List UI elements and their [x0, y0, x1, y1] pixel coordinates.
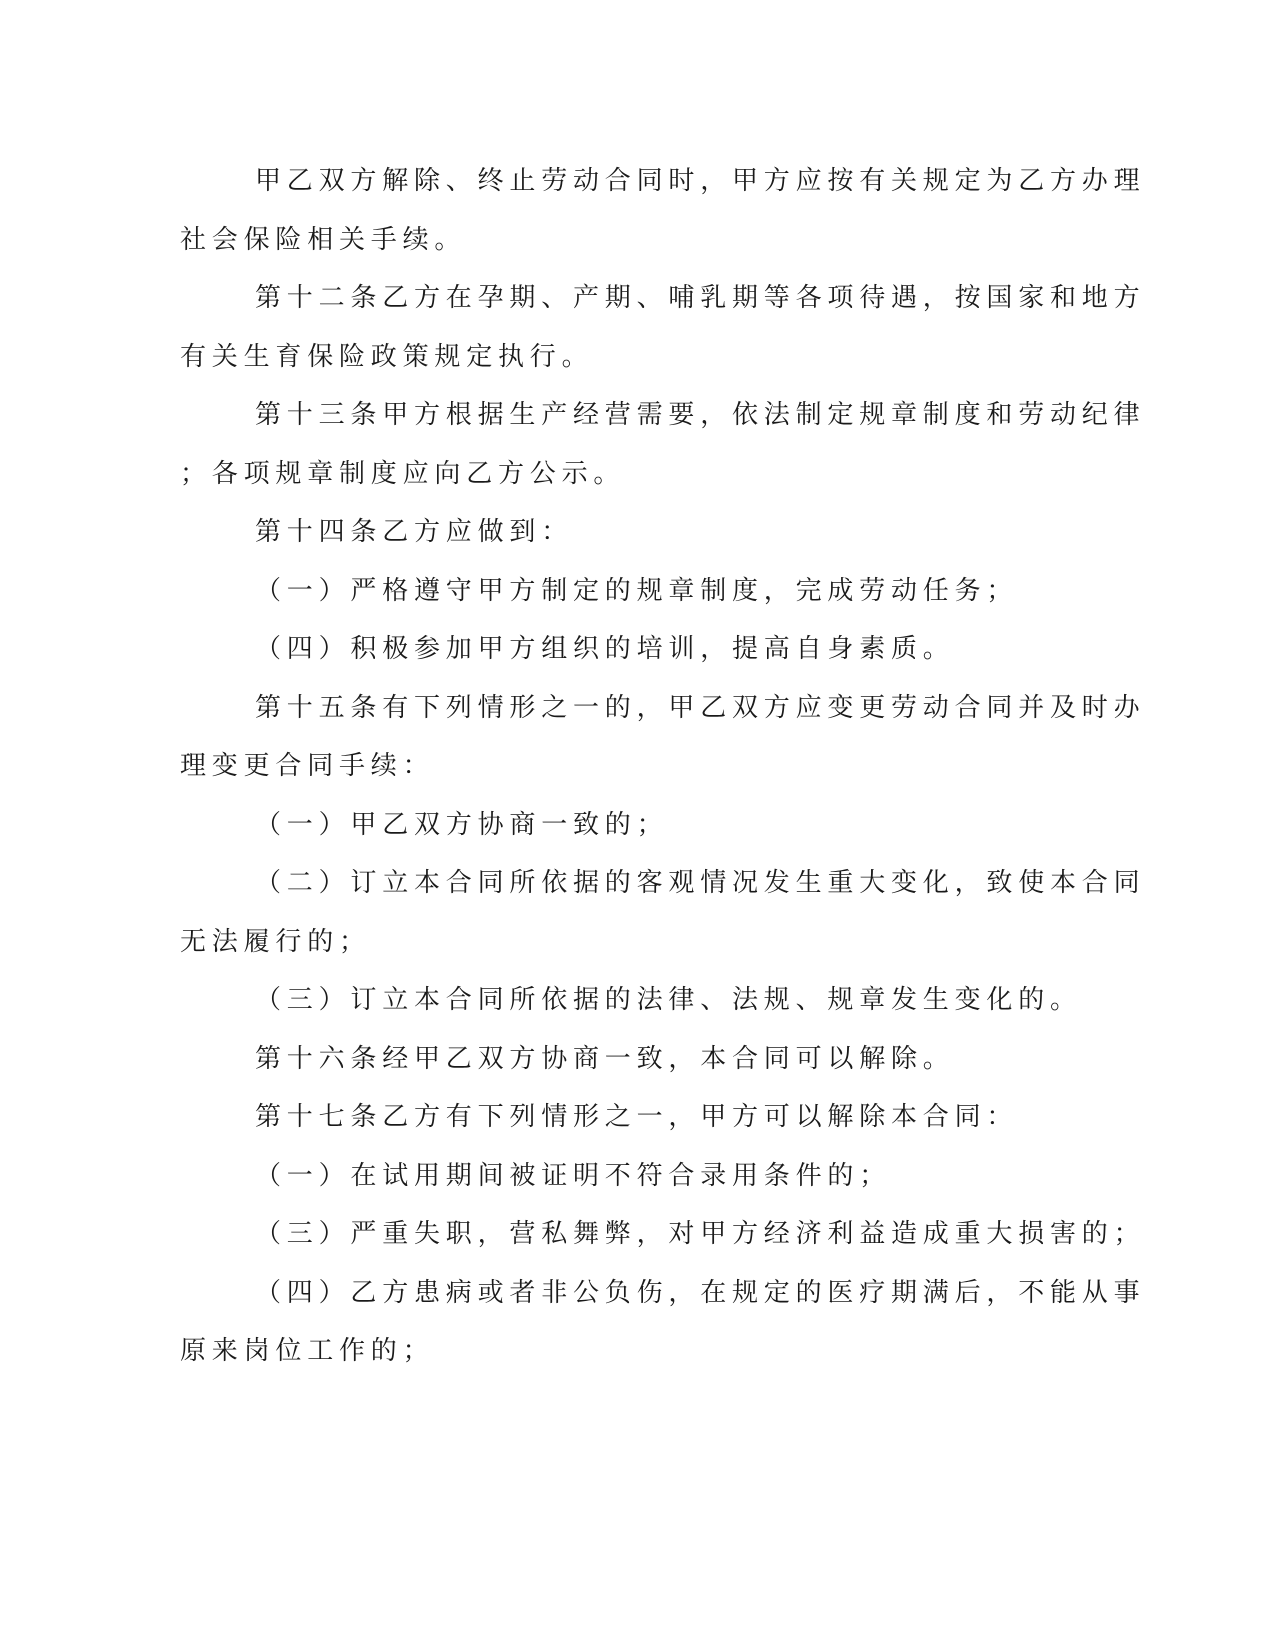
- text-line: 第十三条甲方根据生产经营需要，依法制定规章制度和劳动纪律: [255, 400, 1146, 430]
- paragraph-article-12: [180, 269, 1146, 386]
- text-line: 原来岗位工作的；: [180, 1336, 435, 1366]
- paragraph-article-14-item-1: [180, 562, 1030, 621]
- text-line: 第十五条有下列情形之一的，甲乙双方应变更劳动合同并及时办: [255, 692, 1146, 723]
- paragraph-article-15: [180, 679, 1146, 796]
- text-line: 第十二条乙方在孕期、产期、哺乳期等各项待遇，按国家和地方: [255, 283, 1146, 313]
- text-line: 第十六条经甲乙双方协商一致，本合同可以解除。: [255, 1043, 955, 1074]
- paragraph-article-15-item-1: [180, 796, 1030, 855]
- text-line: 甲乙双方解除、终止劳动合同时，甲方应按有关规定为乙方办理: [255, 166, 1146, 196]
- paragraph-social-insurance: [180, 152, 1146, 269]
- text-line: 有关生育保险政策规定执行。: [180, 341, 594, 372]
- paragraph-article-14: [180, 503, 1030, 562]
- text-line: 无法履行的；: [180, 926, 371, 957]
- paragraph-article-16: [180, 1030, 1030, 1089]
- text-line: （一）在试用期间被证明不符合录用条件的；: [255, 1160, 892, 1191]
- document-body: [180, 152, 1146, 1381]
- text-line: （三）严重失职，营私舞弊，对甲方经济利益造成重大损害的；: [255, 1219, 1146, 1249]
- text-line: （四）乙方患病或者非公负伤，在规定的医疗期满后，不能从事: [255, 1277, 1146, 1308]
- paragraph-article-13: [180, 386, 1146, 503]
- paragraph-article-17-item-3: [180, 1205, 1146, 1264]
- text-line: 第十四条乙方应做到：: [255, 517, 574, 547]
- text-line: 社会保险相关手续。: [180, 224, 467, 255]
- text-line: ；各项规章制度应向乙方公示。: [180, 458, 626, 489]
- text-line: 第十七条乙方有下列情形之一，甲方可以解除本合同：: [255, 1102, 1019, 1132]
- text-line: （一）甲乙双方协商一致的；: [255, 809, 669, 840]
- text-line: （三）订立本合同所依据的法律、法规、规章发生变化的。: [255, 985, 1082, 1015]
- text-line: （四）积极参加甲方组织的培训，提高自身素质。: [255, 634, 955, 664]
- paragraph-article-17-item-1: [180, 1147, 1030, 1206]
- paragraph-article-15-item-2: [180, 854, 1146, 971]
- paragraph-article-17-item-4: [180, 1264, 1146, 1381]
- text-line: （二）订立本合同所依据的客观情况发生重大变化，致使本合同: [255, 868, 1146, 898]
- paragraph-article-14-item-4: [180, 620, 1030, 679]
- text-line: （一）严格遵守甲方制定的规章制度，完成劳动任务；: [255, 575, 1019, 606]
- text-line: 理变更合同手续：: [180, 751, 435, 781]
- paragraph-article-17: [180, 1088, 1030, 1147]
- paragraph-article-15-item-3: [180, 971, 1082, 1030]
